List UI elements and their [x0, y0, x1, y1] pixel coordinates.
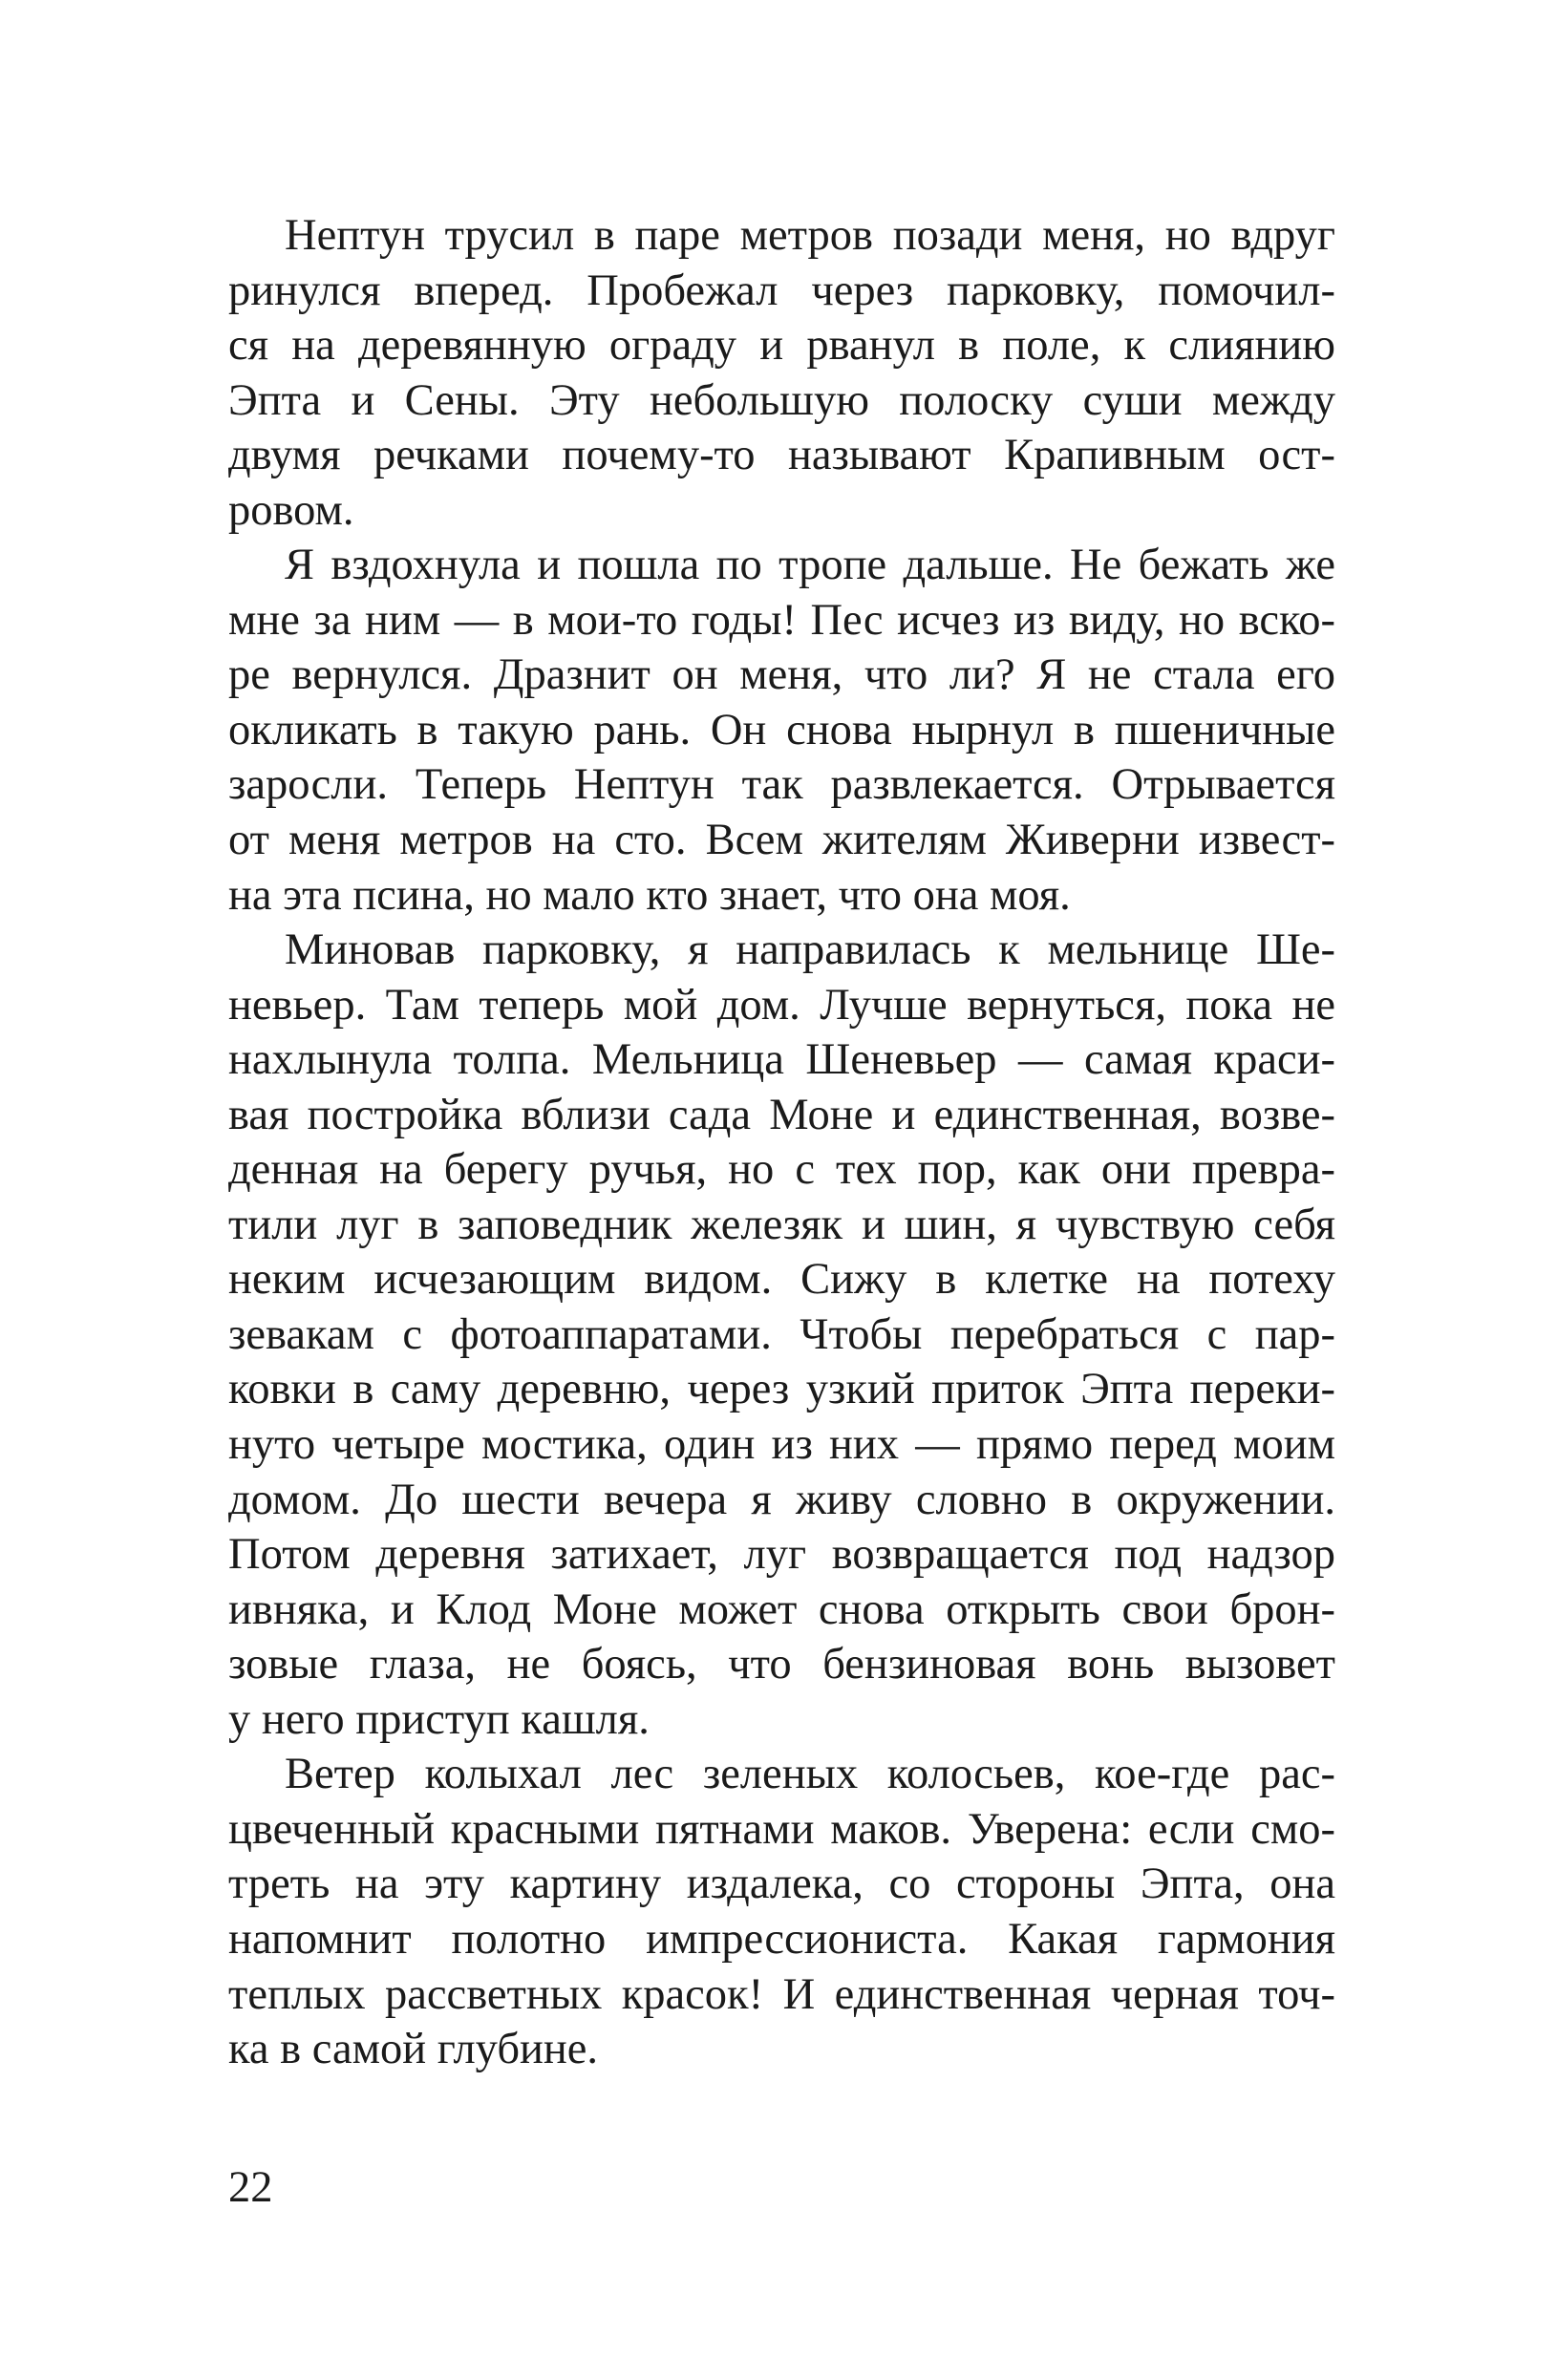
text-line: у него приступ кашля.: [228, 1694, 650, 1744]
text-line: нахлынула толпа. Мельница Шеневьер — самая краси-: [228, 1035, 1335, 1085]
text-line: ся на деревянную ограду и рванул в поле, к слиянию: [228, 321, 1335, 371]
text-line: двумя речками почему-то называют Крапивным ост-: [228, 431, 1335, 480]
paragraph: [228, 538, 1335, 923]
text-line: Потом деревня затихает, луг возвращается под надзор: [228, 1530, 1335, 1580]
text-line: теплых рассветных красок! И единственная черная точ-: [228, 1969, 1335, 2019]
paragraph: [228, 1747, 1335, 2076]
text-line: ринулся вперед. Пробежал через парковку, помочил-: [228, 266, 1335, 315]
text-line: цвеченный красными пятнами маков. Уверена: если смо-: [228, 1804, 1335, 1854]
paragraph: [228, 923, 1335, 1747]
page-number: 22: [228, 2163, 273, 2212]
text-line: ковки в саму деревню, через узкий приток Эпта переки-: [228, 1365, 1335, 1414]
text-line: напомнит полотно импрессиониста. Какая гармония: [228, 1914, 1335, 1964]
text-line: нуто четыре мостика, один из них — прямо перед моим: [228, 1420, 1335, 1470]
text-line: домом. До шести вечера я живу словно в окружении.: [228, 1475, 1335, 1524]
text-line: Нептун трусил в паре метров позади меня, но вдруг: [285, 211, 1335, 260]
text-line: на эта псина, но мало кто знает, что она моя.: [228, 870, 1071, 920]
text-line: невьер. Там теперь мой дом. Лучше вернуться, пока не: [228, 980, 1335, 1030]
text-line: ка в самой глубине.: [228, 2025, 599, 2074]
text-line: мне за ним — в мои-то годы! Пес исчез из виду, но вско-: [228, 595, 1335, 645]
text-line: неким исчезающим видом. Сижу в клетке на потеху: [228, 1255, 1335, 1305]
text-line: заросли. Теперь Нептун так развлекается. Отрывается: [228, 760, 1335, 810]
body-text: [228, 208, 1335, 2077]
text-line: денная на берегу ручья, но с тех пор, как они превра-: [228, 1145, 1335, 1195]
text-line: Миновав парковку, я направилась к мельнице Ше-: [285, 925, 1335, 975]
text-line: Эпта и Сены. Эту небольшую полоску суши между: [228, 375, 1335, 425]
paragraph: [228, 208, 1335, 538]
text-line: от меня метров на сто. Всем жителям Живерни извест-: [228, 816, 1335, 865]
text-line: Я вздохнула и пошла по тропе дальше. Не бежать же: [285, 541, 1335, 590]
text-line: ровом.: [228, 485, 354, 535]
text-line: окликать в такую рань. Он снова нырнул в пшеничные: [228, 705, 1335, 754]
text-line: тили луг в заповедник железяк и шин, я чувствую себя: [228, 1200, 1335, 1249]
text-line: вая постройка вблизи сада Моне и единственная, возве-: [228, 1090, 1335, 1139]
text-line: зевакам с фотоаппаратами. Чтобы перебраться с пар-: [228, 1309, 1335, 1359]
text-line: зовые глаза, не боясь, что бензиновая вонь вызовет: [228, 1640, 1335, 1689]
text-line: Ветер колыхал лес зеленых колосьев, кое-где рас-: [285, 1750, 1335, 1799]
text-line: ивняка, и Клод Моне может снова открыть свои брон-: [228, 1584, 1335, 1634]
text-line: ре вернулся. Дразнит он меня, что ли? Я не стала его: [228, 650, 1335, 700]
text-line: треть на эту картину издалека, со стороны Эпта, она: [228, 1859, 1335, 1909]
